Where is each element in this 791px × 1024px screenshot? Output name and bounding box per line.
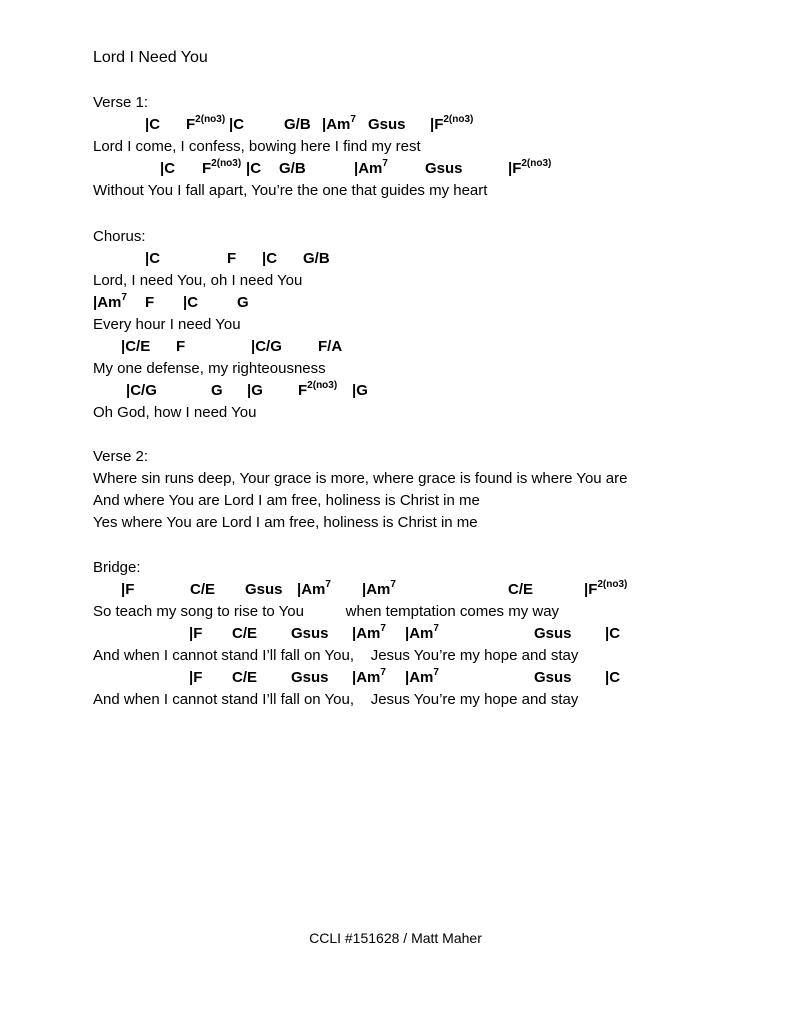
chord: $|F^{2(no3)}$	[584, 579, 628, 598]
chord: |C	[145, 116, 161, 133]
chord: C/E	[508, 581, 534, 598]
chord: $F^{2(no3)}$	[202, 158, 242, 177]
lyric-line: Without You I fall apart, You’re the one that guides my heart	[93, 182, 488, 199]
chord-extension: 7	[325, 579, 331, 590]
chord: C/E	[232, 669, 258, 686]
lyric-line: Oh God, how I need You	[93, 404, 257, 421]
chord: G/B	[284, 116, 311, 133]
chord: |Am$^7$	[352, 623, 386, 642]
chord: F	[145, 294, 155, 311]
chord: G	[211, 382, 223, 399]
chord: |Am$^7$	[354, 158, 388, 177]
lyric-line: And where You are Lord I am free, holiness is Christ in me	[93, 492, 480, 509]
chord-extension: 7	[121, 292, 127, 303]
chord: $|F^{2(no3)}$	[508, 158, 552, 177]
lyric-line: And when I cannot stand I’ll fall on You, Jesus You’re my hope and stay	[93, 647, 579, 664]
chord: F	[176, 338, 186, 355]
chord-extension: 2(no3)	[597, 579, 628, 590]
chord: |C	[229, 116, 245, 133]
chord: Gsus	[534, 625, 572, 642]
chord: |C/E	[121, 338, 151, 355]
lyric-line: And when I cannot stand I’ll fall on You, Jesus You’re my hope and stay	[93, 691, 579, 708]
chord-line	[0, 292, 791, 314]
lyric-line: My one defense, my righteousness	[93, 360, 326, 377]
chord-extension: 2(no3)	[521, 158, 552, 169]
lyric-line: Bridge:	[93, 559, 141, 576]
chord: |C/G	[251, 338, 282, 355]
chord-line	[0, 114, 791, 136]
chord: |Am$^7$	[322, 114, 356, 133]
chord: |F	[121, 581, 135, 598]
chord-line	[0, 248, 791, 270]
chord: $|F^{2(no3)}$	[430, 114, 474, 133]
copyright-footer: CCLI #151628 / Matt Maher	[309, 930, 482, 946]
chord: |C	[160, 160, 176, 177]
chord: |C	[605, 669, 621, 686]
chord-extension: 7	[380, 623, 386, 634]
chord: G/B	[279, 160, 306, 177]
chord-line	[0, 336, 791, 358]
chord: G	[237, 294, 249, 311]
lyric-line: So teach my song to rise to You when temptation comes my way	[93, 603, 560, 620]
lyric-line: Verse 2:	[93, 448, 149, 465]
chord: |G	[247, 382, 263, 399]
chord: Gsus	[291, 625, 329, 642]
chord: |C	[145, 250, 161, 267]
lyric-line: Lord, I need You, oh I need You	[93, 272, 303, 289]
chord-extension: 2(no3)	[195, 114, 226, 125]
chord: |C/G	[126, 382, 157, 399]
chord-extension: 7	[433, 623, 439, 634]
lyric-line: Chorus:	[93, 228, 146, 245]
chord-extension: 7	[433, 667, 439, 678]
chord-line	[0, 623, 791, 645]
chord: |C	[262, 250, 278, 267]
chord: |G	[352, 382, 368, 399]
chord: G/B	[303, 250, 330, 267]
chord: |Am$^7$	[297, 579, 331, 598]
chord: Gsus	[291, 669, 329, 686]
chord: |Am$^7$	[93, 292, 127, 311]
chord: F/A	[318, 338, 343, 355]
chord-extension: 2(no3)	[443, 114, 474, 125]
chord: |C	[246, 160, 262, 177]
chord-extension: 2(no3)	[307, 380, 338, 391]
chord: Gsus	[534, 669, 572, 686]
chord-line	[0, 579, 791, 601]
chord: |F	[189, 625, 203, 642]
chord-extension: 7	[390, 579, 396, 590]
chord: Gsus	[368, 116, 406, 133]
chord-extension: 7	[350, 114, 356, 125]
chord-line	[0, 380, 791, 402]
chord: |F	[189, 669, 203, 686]
chord: $F^{2(no3)}$	[186, 114, 226, 133]
chord-line	[0, 158, 791, 180]
chord: |Am$^7$	[362, 579, 396, 598]
chord-extension: 7	[380, 667, 386, 678]
lyric-line: Verse 1:	[93, 94, 149, 111]
chord: C/E	[190, 581, 216, 598]
lyric-line: Yes where You are Lord I am free, holiness is Christ in me	[93, 514, 478, 531]
chord: |Am$^7$	[405, 623, 439, 642]
chord: F	[227, 250, 237, 267]
lyric-line: Lord I come, I confess, bowing here I find my rest	[93, 138, 421, 155]
chord: $F^{2(no3)}$	[298, 380, 338, 399]
chord-extension: 2(no3)	[211, 158, 242, 169]
chord: |Am$^7$	[405, 667, 439, 686]
chord: |C	[183, 294, 199, 311]
chord: |Am$^7$	[352, 667, 386, 686]
chord-extension: 7	[382, 158, 388, 169]
song-title: Lord I Need You	[93, 49, 208, 66]
lyric-line: Where sin runs deep, Your grace is more, where grace is found is where You are	[93, 470, 628, 487]
chord: Gsus	[245, 581, 283, 598]
chord: |C	[605, 625, 621, 642]
chord: C/E	[232, 625, 258, 642]
chord-line	[0, 667, 791, 689]
lyric-line: Every hour I need You	[93, 316, 241, 333]
chord: Gsus	[425, 160, 463, 177]
